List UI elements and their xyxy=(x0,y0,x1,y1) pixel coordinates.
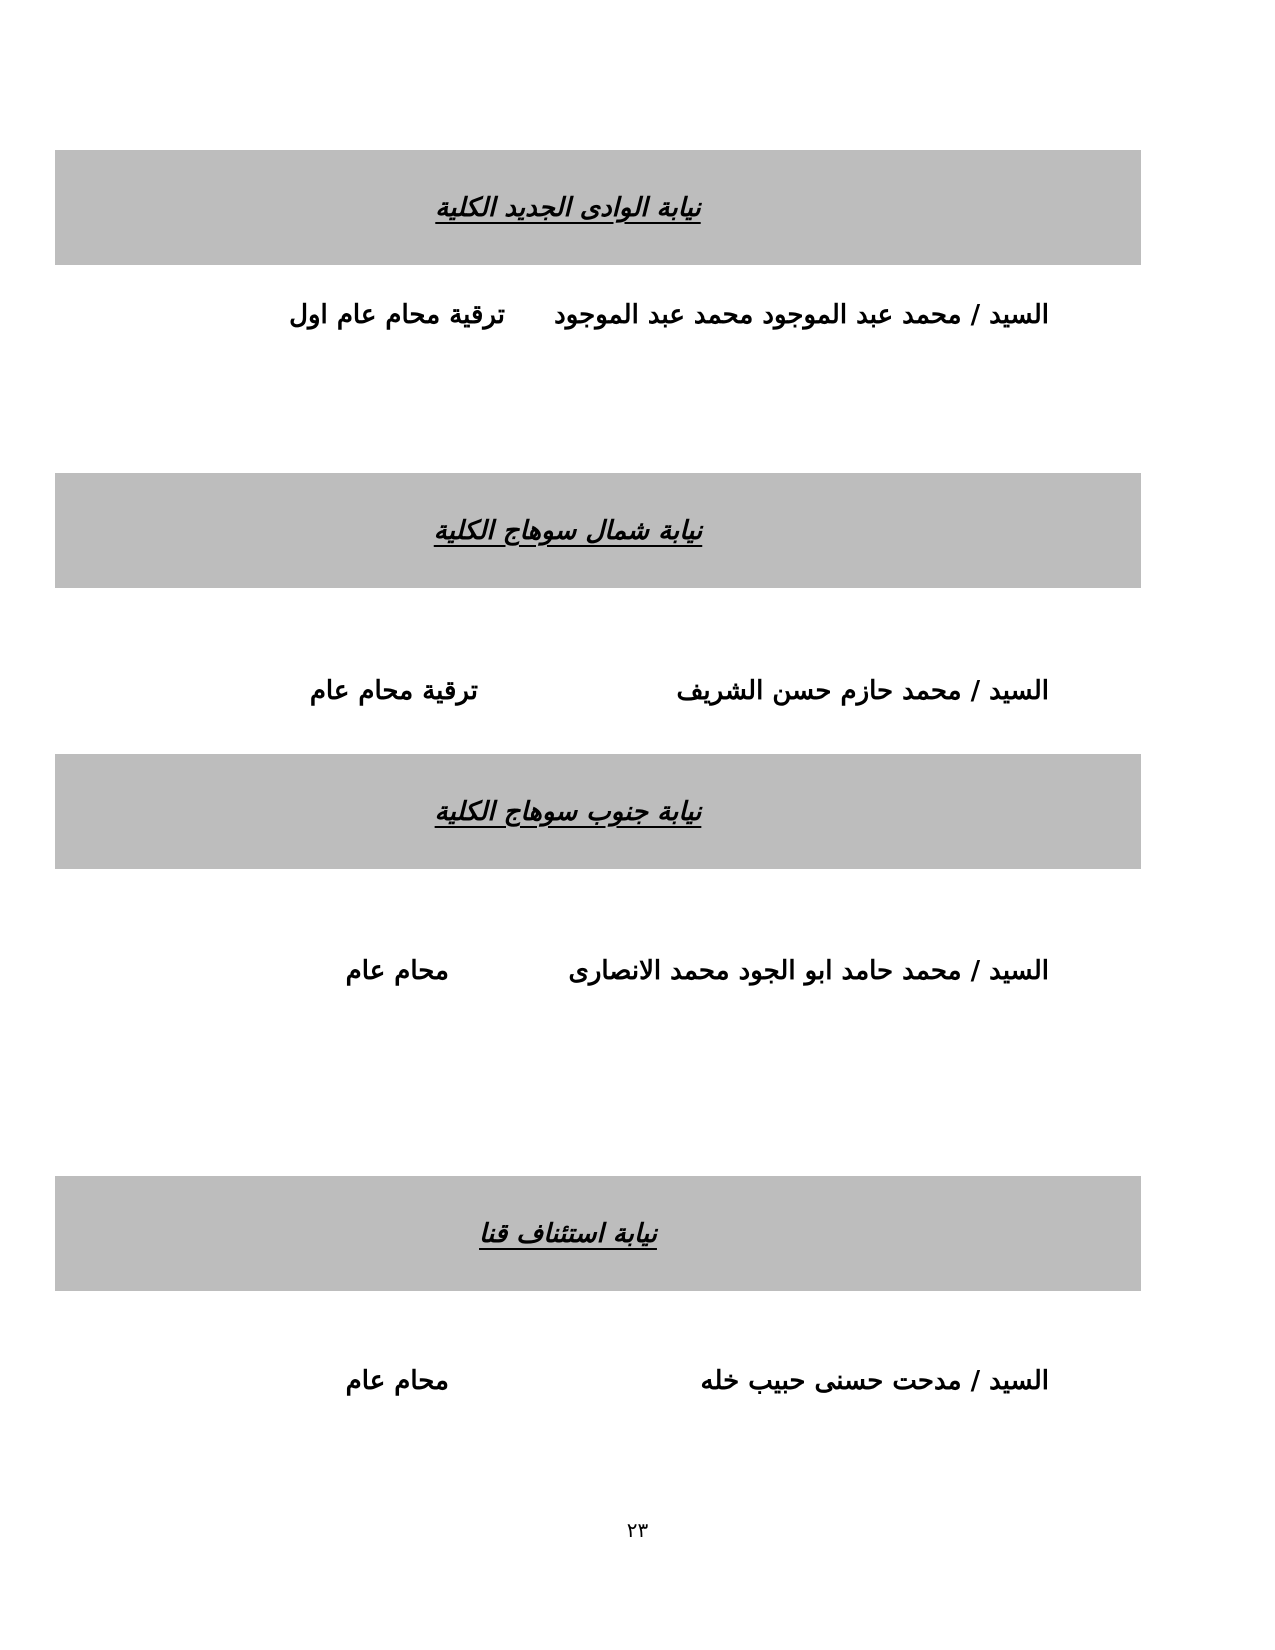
promotion-rank: ترقية محام عام xyxy=(309,676,478,706)
promotion-rank: محام عام xyxy=(345,956,449,986)
person-name: السيد / محمد حامد ابو الجود محمد الانصارى xyxy=(568,956,1049,986)
section-title: نيابة الوادى الجديد الكلية xyxy=(435,192,701,223)
section-title: نيابة جنوب سوهاج الكلية xyxy=(434,796,702,827)
person-name: السيد / محمد حازم حسن الشريف xyxy=(676,676,1049,706)
section-header-band xyxy=(55,150,1141,265)
person-name: السيد / مدحت حسنى حبيب خله xyxy=(700,1366,1049,1396)
section-title: نيابة شمال سوهاج الكلية xyxy=(433,515,703,546)
section-header-band xyxy=(55,1176,1141,1291)
person-name: السيد / محمد عبد الموجود محمد عبد الموجود xyxy=(554,300,1049,330)
section-header-band xyxy=(55,473,1141,588)
section-header-band xyxy=(55,754,1141,869)
page-number: ٢٣ xyxy=(626,1518,649,1542)
section-title: نيابة استئناف قنا xyxy=(479,1218,657,1249)
promotion-rank: ترقية محام عام اول xyxy=(289,300,505,330)
promotion-rank: محام عام xyxy=(345,1366,449,1396)
